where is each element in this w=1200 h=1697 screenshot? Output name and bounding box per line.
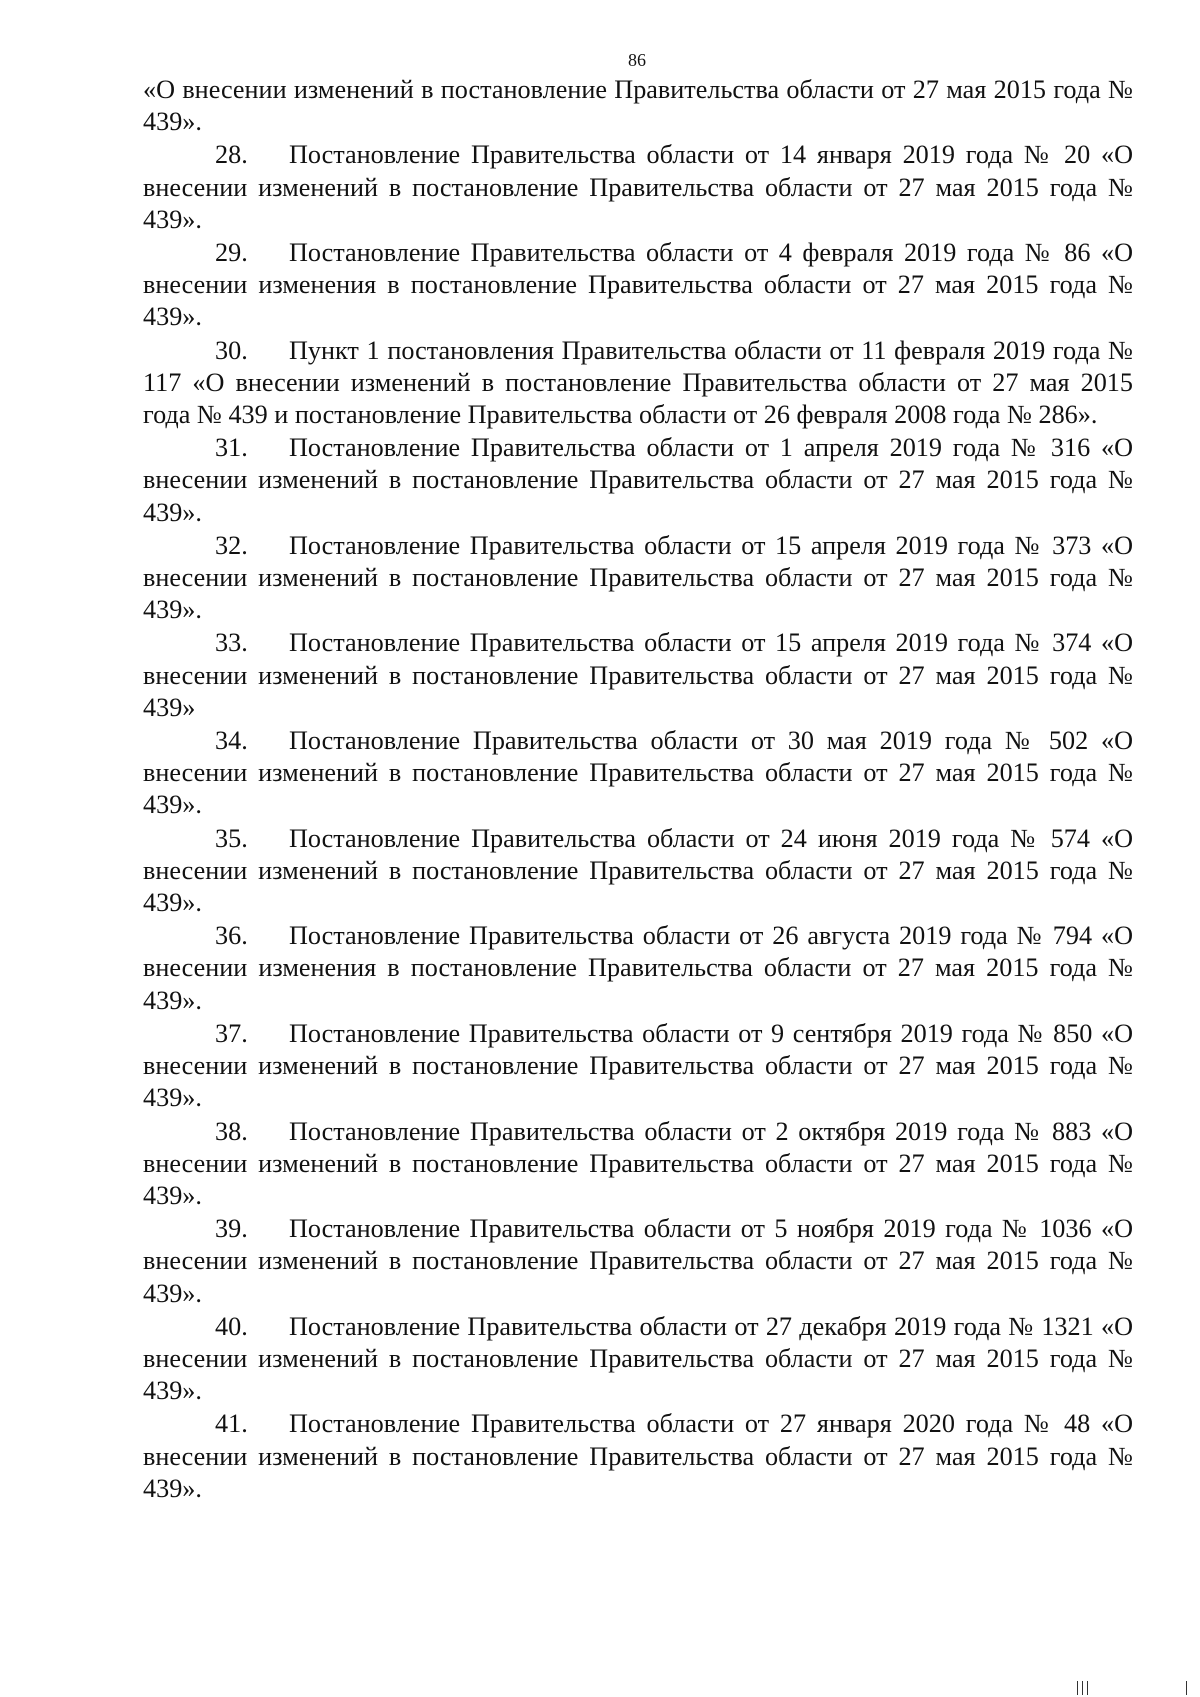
item-number: 41. [215, 1409, 248, 1439]
item-text: Постановление Правительства области от 15 апреля 2019 года № 374 «О внесении изменений в постановление Правительства области от 27 мая 2015 года № 439» [143, 628, 1133, 722]
list-item [143, 530, 1133, 627]
item-number: 40. [215, 1311, 248, 1341]
item-text: Постановление Правительства области от 14 января 2019 года № 20 «О внесении изменений в постановление Правительства области от 27 мая 2015 года № 439». [143, 140, 1133, 234]
list-item [143, 1116, 1133, 1213]
item-text: Постановление Правительства области от 9 сентября 2019 года № 850 «О внесении изменений в постановление Правительства области от 27 мая 2015 года № 439». [143, 1018, 1133, 1113]
list-item [143, 432, 1133, 529]
item-text: Постановление Правительства области от 1 апреля 2019 года № 316 «О внесении изменений в постановление Правительства области от 27 мая 2015 года № 439». [143, 433, 1133, 527]
scan-mark [1077, 1681, 1078, 1695]
scan-mark [1087, 1681, 1088, 1695]
list-item [143, 237, 1133, 334]
document-body [143, 74, 1133, 1506]
item-text: Постановление Правительства области от 27 декабря 2019 года № 1321 «О внесении изменений в постановление Правительства области от 27 мая 2015 года № 439». [143, 1311, 1133, 1406]
list-item [143, 920, 1133, 1017]
scan-mark [1186, 1681, 1187, 1695]
item-number: 36. [215, 921, 248, 951]
list-item [143, 823, 1133, 920]
list-item [143, 1408, 1133, 1505]
item-text: Постановление Правительства области от 5 ноября 2019 года № 1036 «О внесении изменений в постановление Правительства области от 27 мая 2015 года № 439». [143, 1214, 1133, 1308]
list-item [143, 1311, 1133, 1408]
item-number: 32. [215, 530, 248, 560]
scan-mark [1082, 1681, 1083, 1695]
item-number: 34. [215, 726, 248, 756]
item-number: 28. [215, 140, 248, 170]
item-text: Постановление Правительства области от 26 августа 2019 года № 794 «О внесении изменения в постановление Правительства области от 27 мая 2015 года № 439». [143, 921, 1133, 1015]
item-number: 37. [215, 1018, 248, 1048]
item-text: Постановление Правительства области от 4 февраля 2019 года № 86 «О внесении изменения в постановление Правительства области от 27 мая 2015 года № 439». [143, 238, 1133, 332]
item-text: Постановление Правительства области от 27 января 2020 года № 48 «О внесении изменений в постановление Правительства области от 27 мая 2015 года № 439». [143, 1409, 1133, 1503]
item-number: 31. [215, 433, 248, 463]
scan-edge-marks [1070, 1675, 1190, 1695]
list-item [143, 1018, 1133, 1115]
item-number: 39. [215, 1214, 248, 1244]
list-item [143, 1213, 1133, 1310]
item-number: 38. [215, 1116, 248, 1146]
item-number: 35. [215, 823, 248, 853]
item-text: Постановление Правительства области от 30 мая 2019 года № 502 «О внесении изменений в постановление Правительства области от 27 мая 2015 года № 439». [143, 726, 1133, 820]
item-number: 33. [215, 628, 248, 658]
list-item [143, 139, 1133, 236]
list-item [143, 627, 1133, 724]
item-number: 29. [215, 238, 248, 268]
continuation-paragraph: «О внесении изменений в постановление Правительства области от 27 мая 2015 года № 439». [143, 75, 1133, 137]
item-number: 30. [215, 335, 248, 365]
item-text: Постановление Правительства области от 24 июня 2019 года № 574 «О внесении изменений в постановление Правительства области от 27 мая 2015 года № 439». [143, 823, 1133, 918]
item-text: Пункт 1 постановления Правительства области от 11 февраля 2019 года № 117 «О внесении изменений в постановление Правительства области от 27 мая 2015 года № 439 и постановление Правительства области от 26 февраля 2008 года № 286». [143, 335, 1133, 430]
page-number: 86 [628, 50, 646, 70]
item-text: Постановление Правительства области от 2 октября 2019 года № 883 «О внесении изменений в постановление Правительства области от 27 мая 2015 года № 439». [143, 1116, 1133, 1210]
list-item [143, 335, 1133, 432]
list-item [143, 725, 1133, 822]
item-text: Постановление Правительства области от 15 апреля 2019 года № 373 «О внесении изменений в постановление Правительства области от 27 мая 2015 года № 439». [143, 530, 1133, 625]
